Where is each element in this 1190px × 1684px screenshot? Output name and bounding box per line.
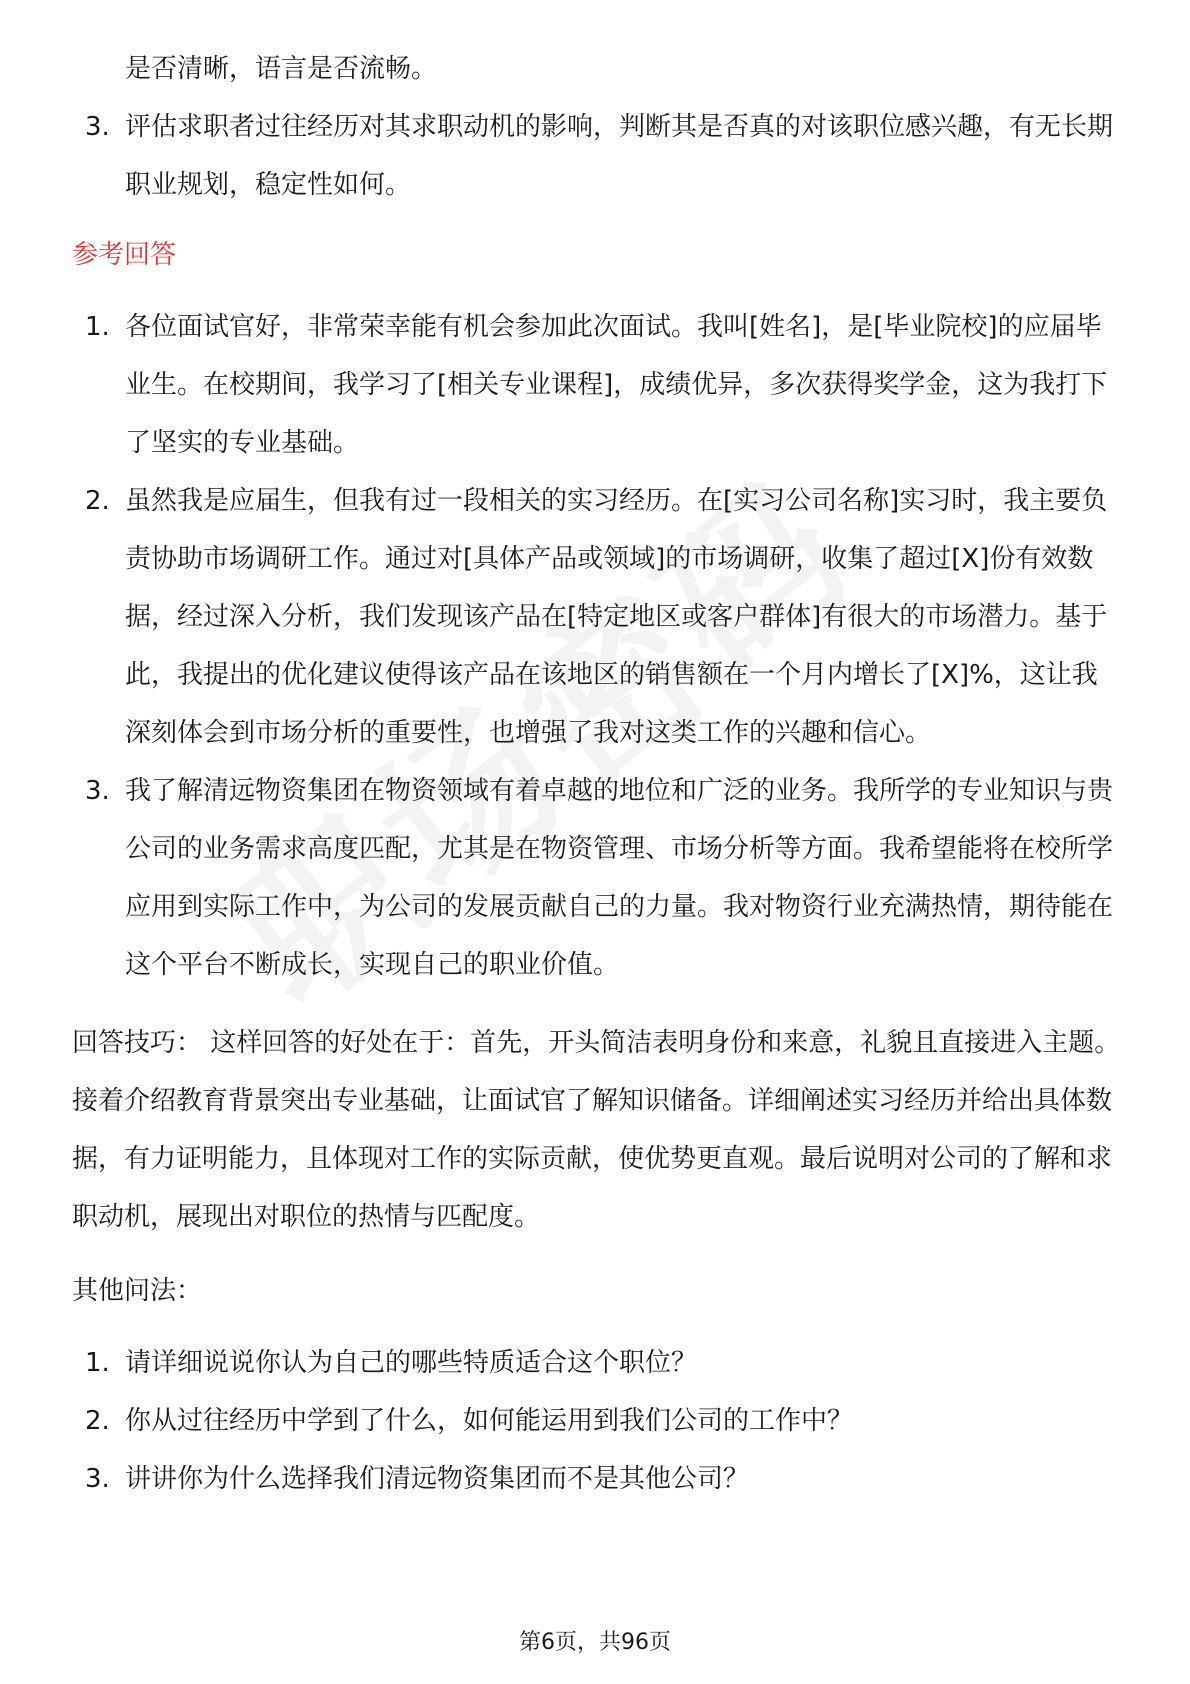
list-item (72, 98, 1122, 214)
list-number: 1. (85, 1348, 110, 1378)
answer-tips-label: 回答技巧： (72, 1028, 203, 1058)
list-item-text: 我了解清远物资集团在物资领域有着卓越的地位和广泛的业务。我所学的专业知识与贵公司的业务需求高度匹配，尤其是在物资管理、市场分析等方面。我希望能将在校所学应用到实际工作中，为公司的发展贡献自己的力量。我对物资行业充满热情，期待能在这个平台不断成长，实现自己的职业价值。 (125, 776, 1114, 980)
page-footer: 第6页，共96页 (519, 1630, 671, 1655)
top-section (72, 40, 1122, 214)
list-item (72, 472, 1122, 762)
answer-tips-text: 这样回答的好处在于：首先，开头简洁表明身份和来意，礼貌且直接进入主题。接着介绍教育背景突出专业基础，让面试官了解知识储备。详细阐述实习经历并给出具体数据，有力证明能力，且体现对工作的实际贡献，使优势更直观。最后说明对公司的了解和求职动机，展现出对职位的热情与匹配度。 (72, 1028, 1121, 1232)
answer-tips-paragraph (72, 1014, 1122, 1246)
list-number: 1. (85, 312, 110, 342)
other-questions-list (72, 1334, 1122, 1508)
list-item-text: 你从过往经历中学到了什么，如何能运用到我们公司的工作中？ (125, 1406, 854, 1436)
list-number: 3. (85, 776, 110, 806)
list-item (72, 1392, 1122, 1450)
document-page (72, 40, 1122, 1508)
reference-answer-list (72, 298, 1122, 994)
reference-answer-heading: 参考回答 (72, 240, 177, 270)
list-item-text: 讲讲你为什么选择我们清远物资集团而不是其他公司？ (125, 1464, 750, 1494)
list-number: 2. (85, 1406, 110, 1436)
list-item (72, 762, 1122, 994)
reference-answer-section (72, 226, 1122, 994)
list-number: 3. (85, 1464, 110, 1494)
continued-text: 是否清晰，语言是否流畅。 (125, 54, 438, 84)
list-item-text: 虽然我是应届生，但我有过一段相关的实习经历。在[实习公司名称]实习时，我主要负责协助市场调研工作。通过对[具体产品或领域]的市场调研，收集了超过[X]份有效数据，经过深入分析，我们发现该产品在[特定地区或客户群体]有很大的市场潜力。基于此，我提出的优化建议使得该产品在该地区的销售额在一个月内增长了[X]%，这让我深刻体会到市场分析的重要性，也增强了我对这类工作的兴趣和信心。 (125, 486, 1108, 748)
list-item-text: 请详细说说你认为自己的哪些特质适合这个职位？ (125, 1348, 698, 1378)
top-list (72, 98, 1122, 214)
list-item (72, 1450, 1122, 1508)
list-number: 3. (85, 112, 110, 142)
list-item-text: 评估求职者过往经历对其求职动机的影响，判断其是否真的对该职位感兴趣，有无长期职业规划，稳定性如何。 (125, 112, 1114, 200)
other-questions-heading: 其他问法： (72, 1276, 203, 1306)
list-item (72, 1334, 1122, 1392)
list-item-text: 各位面试官好，非常荣幸能有机会参加此次面试。我叫[姓名]，是[毕业院校]的应届毕业生。在校期间，我学习了[相关专业课程]，成绩优异，多次获得奖学金，这为我打下了坚实的专业基础。 (125, 312, 1108, 458)
list-number: 2. (85, 486, 110, 516)
list-item (72, 298, 1122, 472)
